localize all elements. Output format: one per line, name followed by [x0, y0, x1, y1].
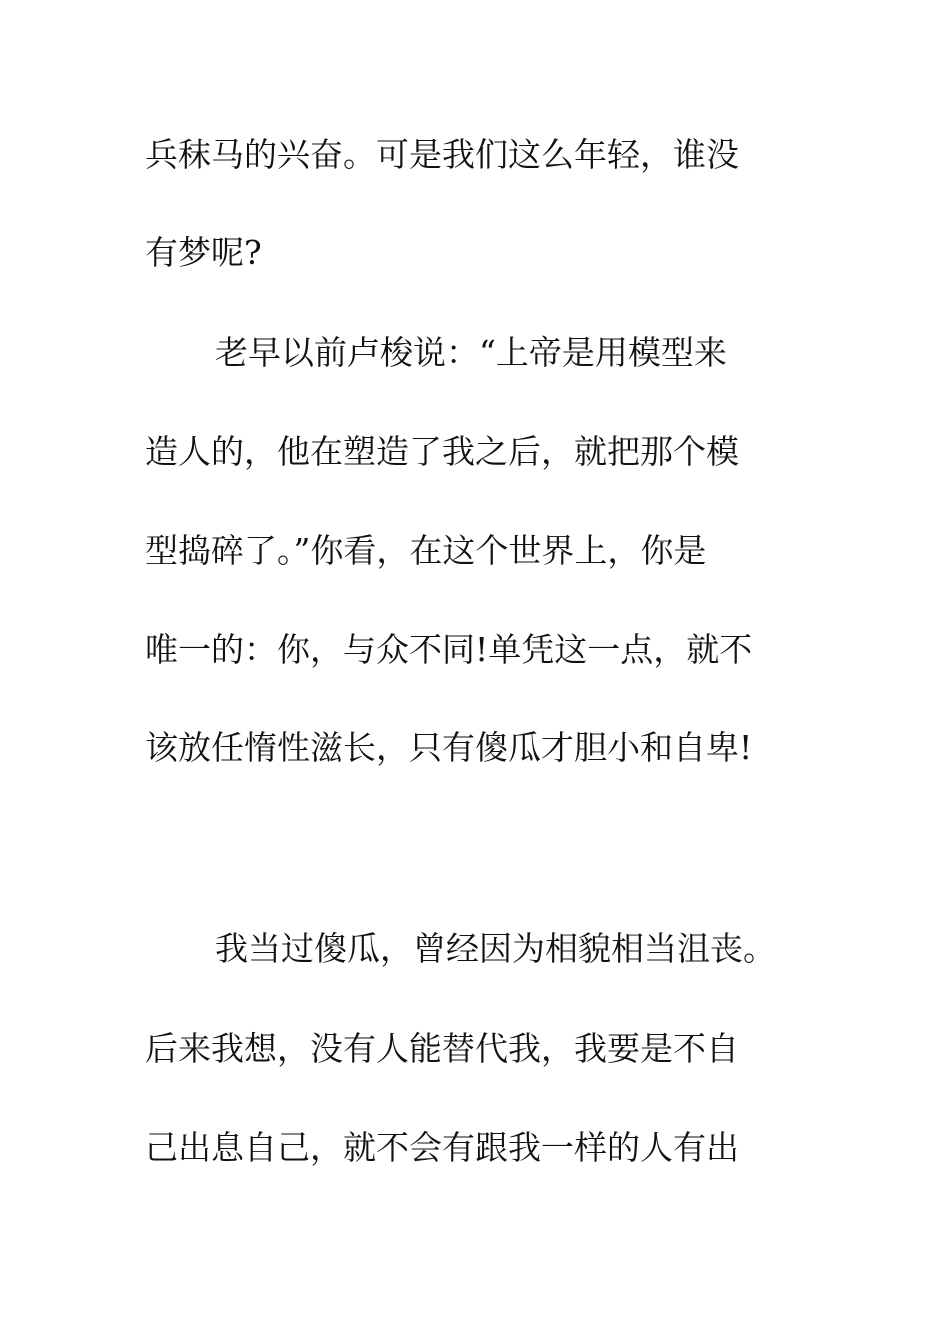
paragraph-start-line: 我当过傻瓜，曾经因为相貌相当沮丧。 — [215, 929, 776, 968]
text-line: 该放任惰性滋长，只有傻瓜才胆小和自卑! — [145, 728, 753, 767]
text-line: 己出息自己，就不会有跟我一样的人有出 — [145, 1128, 739, 1167]
text-line: 造人的，他在塑造了我之后，就把那个模 — [145, 432, 739, 471]
text-line: 有梦呢? — [145, 233, 262, 272]
text-line: 唯一的：你，与众不同!单凭这一点，就不 — [145, 630, 753, 669]
text-line: 兵秣马的兴奋。可是我们这么年轻，谁没 — [145, 135, 739, 174]
text-line: 型捣碎了。”你看，在这个世界上，你是 — [145, 531, 707, 570]
text-line: 后来我想，没有人能替代我，我要是不自 — [145, 1029, 739, 1068]
paragraph-start-line: 老早以前卢梭说：“上帝是用模型来 — [215, 333, 727, 372]
